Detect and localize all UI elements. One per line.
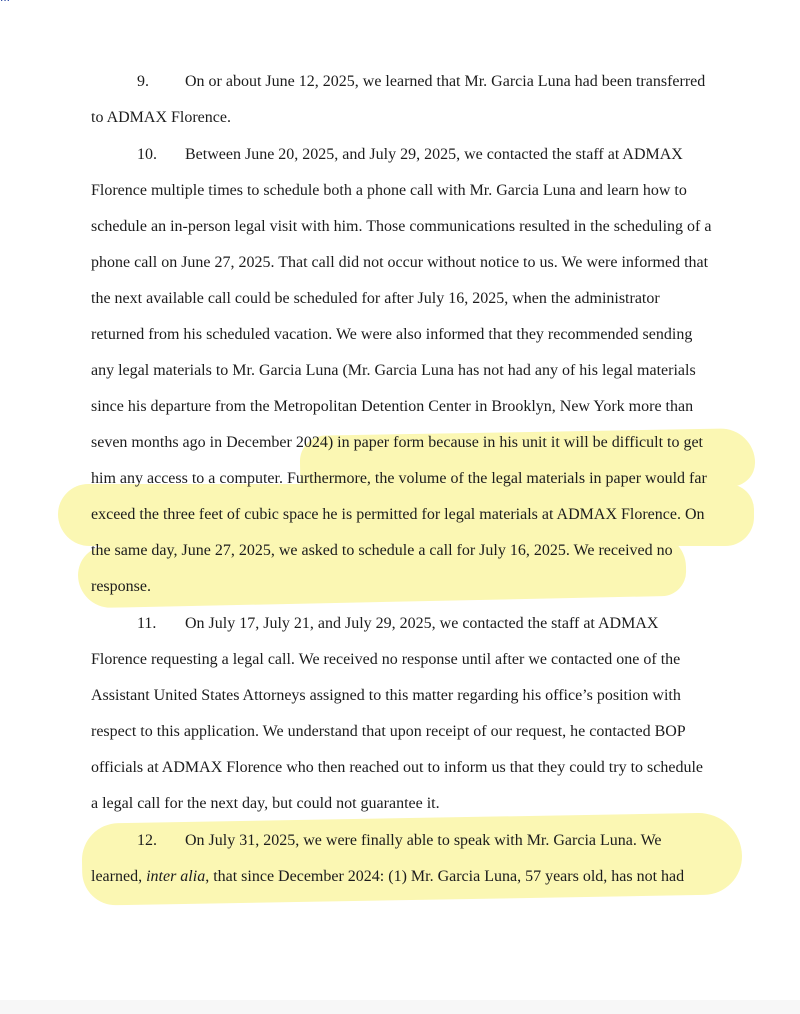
- line-text: schedule an in-person legal visit with him. Those communications resulted in the scheduling of a: [91, 218, 712, 235]
- paragraph-10-line-10: [91, 469, 707, 489]
- line-text: the next available call could be scheduled for after July 16, 2025, when the administrator: [91, 290, 660, 307]
- line-text-after-italic: , that since December 2024: (1) Mr. Garcia Luna, 57 years old, has not had: [205, 868, 685, 885]
- paragraph-10-line-6: [91, 325, 692, 345]
- paragraph-11-line-1: [137, 614, 658, 634]
- italic-phrase: inter alia: [146, 868, 206, 885]
- paragraph-11-line-5: [91, 758, 703, 778]
- line-text: respect to this application. We understand that upon receipt of our request, he contacted BOP: [91, 723, 686, 740]
- line-text: officials at ADMAX Florence who then reached out to inform us that they could try to schedule: [91, 759, 703, 776]
- paragraph-10-line-4: [91, 253, 708, 273]
- line-text: Between June 20, 2025, and July 29, 2025, we contacted the staff at ADMAX: [185, 146, 683, 163]
- paragraph-number: 11.: [137, 615, 157, 632]
- paragraph-11-line-6: [91, 794, 440, 814]
- paragraph-number: 12.: [137, 832, 157, 849]
- line-text: seven months ago in December 2024) in paper form because in his unit it will be difficult to get: [91, 434, 703, 451]
- page-bottom-strip: [0, 1000, 800, 1014]
- paragraph-10-line-1: [137, 145, 683, 165]
- paragraph-11-line-3: [91, 686, 681, 706]
- line-text: On or about June 12, 2025, we learned that Mr. Garcia Luna had been transferred: [185, 73, 706, 90]
- paragraph-number: 9.: [137, 73, 149, 90]
- paragraph-11-line-2: [91, 650, 680, 670]
- line-text: On July 31, 2025, we were finally able to speak with Mr. Garcia Luna. We: [185, 832, 662, 849]
- line-text: a legal call for the next day, but could not guarantee it.: [91, 795, 440, 812]
- line-text: On July 17, July 21, and July 29, 2025, we contacted the staff at ADMAX: [185, 615, 659, 632]
- paragraph-10-line-2: [91, 181, 687, 201]
- line-text: phone call on June 27, 2025. That call did not occur without notice to us. We were informed that: [91, 254, 709, 271]
- line-text: Assistant United States Attorneys assigned to this matter regarding his office’s position with: [91, 687, 681, 704]
- paragraph-10-line-3: [91, 217, 711, 237]
- paragraph-10-line-7: [91, 361, 696, 381]
- line-text: Florence multiple times to schedule both a phone call with Mr. Garcia Luna and learn how to: [91, 182, 687, 199]
- top-link-fragment[interactable]: [0, 0, 560, 10]
- paragraph-10-line-12: [91, 541, 673, 561]
- paragraph-11-line-4: [91, 722, 686, 742]
- highlight-mark: [81, 812, 742, 906]
- line-text: Florence requesting a legal call. We received no response until after we contacted one of the: [91, 651, 681, 668]
- line-text: the same day, June 27, 2025, we asked to schedule a call for July 16, 2025. We received no: [91, 542, 673, 559]
- line-text: exceed the three feet of cubic space he is permitted for legal materials at ADMAX Florence. On: [91, 506, 705, 523]
- paragraph-10-line-13: [91, 577, 151, 597]
- line-text: him any access to a computer. Furthermore, the volume of the legal materials in paper would far: [91, 470, 707, 487]
- line-text: response.: [91, 578, 151, 595]
- line-text: any legal materials to Mr. Garcia Luna (Mr. Garcia Luna has not had any of his legal materials: [91, 362, 696, 379]
- paragraph-number: 10.: [137, 146, 157, 163]
- paragraph-10-line-5: [91, 289, 660, 309]
- line-text: to ADMAX Florence.: [91, 109, 231, 126]
- paragraph-12-line-2: [91, 867, 684, 887]
- paragraph-10-line-11: [91, 505, 705, 525]
- line-text: returned from his scheduled vacation. We were also informed that they recommended sending: [91, 326, 693, 343]
- line-text: since his departure from the Metropolitan Detention Center in Brooklyn, New York more than: [91, 398, 694, 415]
- line-text-before-italic: learned,: [91, 868, 147, 885]
- paragraph-9-line-1: [137, 72, 705, 92]
- paragraph-9-line-2: [91, 108, 231, 128]
- paragraph-10-line-8: [91, 397, 693, 417]
- paragraph-10-line-9: [91, 433, 703, 453]
- paragraph-12-line-1: [137, 831, 662, 851]
